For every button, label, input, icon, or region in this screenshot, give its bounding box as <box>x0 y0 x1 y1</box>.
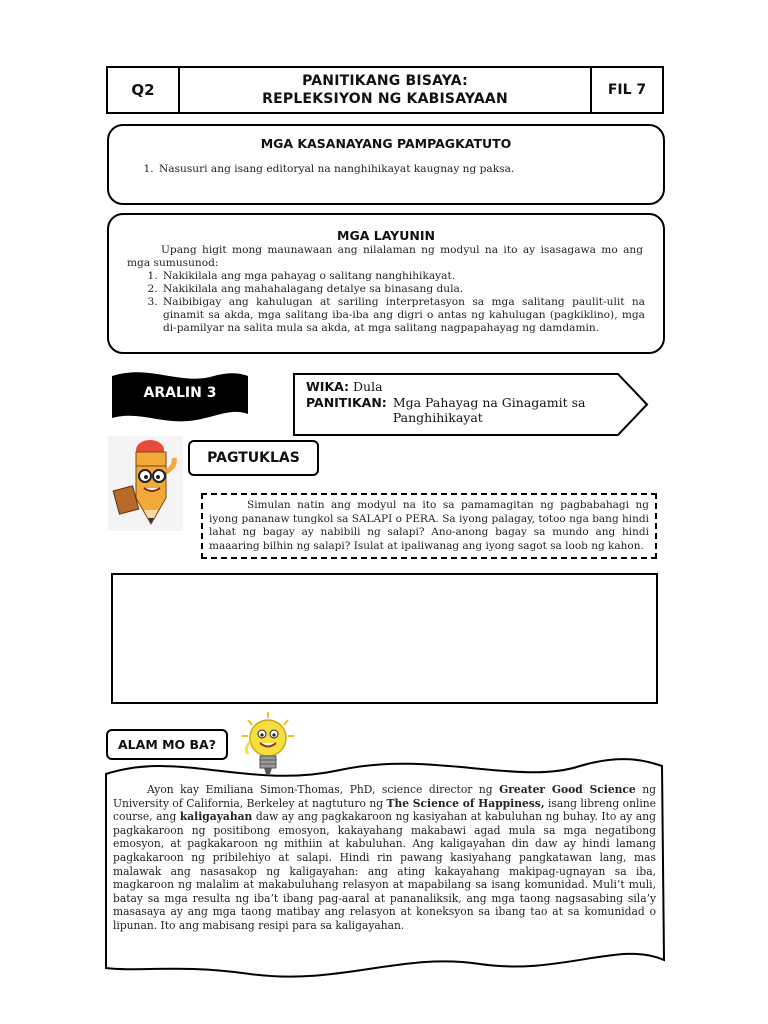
objectives-box <box>107 213 665 354</box>
module-header <box>106 66 664 114</box>
pagtuklas-instructions <box>201 493 657 559</box>
list-item: 1. Nakikilala ang mga pahayag o salitang nanghihikayat. <box>161 270 645 283</box>
panitikan-label: PANITIKAN: <box>306 394 387 410</box>
module-title-line2: REPLEKSIYON NG KABISAYAAN <box>262 91 508 107</box>
pagtuklas-label: PAGTUKLAS <box>188 440 319 476</box>
alam-mo-ba-paragraph <box>113 783 656 933</box>
answer-box[interactable] <box>111 573 658 704</box>
objectives-intro: Upang higit mong maunawaan ang nilalaman ng modyul na ito ay isasagawa mo ang mga sumusunod: <box>127 244 643 269</box>
module-title <box>180 68 590 112</box>
paragraph-text: daw ay ang pagkakaroon ng kasiyahan at kabuluhan ng buhay. Ito ay ang pagkakaroon ng positibong emosyon, kakayahang makabawi agad mula sa mga negatibong emosyon, at pagkakaroon ng mithiin at kabuluhan. Ang kaligayahan din daw ay hindi lamang pagkakaroon ng pribilehiyo at salapi. Hindi rin pawang kasiyahang pangkatawan lang, mas malawak ang nasasakop ng kaligayahan: ang ating kakayahang makipag-ugnayan sa iba, magkaroon ng malalim at makabuluhang relasyon at mapabilang sa isang komunidad. Muli’t muli, batay sa mga resulta ng iba’t ibang pag-aaral at pananaliksik, ang mga taong nagsasabing sila’y masasaya ay ang mga taong matibay ang relasyon at koneksyon sa ibang tao at sa komunidad o lipunan. Ito ang mabisang resipi para sa kaligayahan. <box>113 810 656 932</box>
bold-term: kaligayahan <box>179 810 253 824</box>
list-item: 2. Nakikilala ang mahahalagang detalye sa binasang dula. <box>161 283 645 296</box>
paragraph-text: isang libreng online course, ang <box>113 796 656 824</box>
bold-term: The Science of Happiness, <box>386 796 545 810</box>
paragraph-text: Ayon kay Emiliana Simon-Thomas, PhD, science director ng <box>147 783 500 796</box>
quarter-label: Q2 <box>108 68 180 112</box>
competencies-heading: MGA KASANAYANG PAMPAGKATUTO <box>260 136 512 151</box>
list-item: 3. Naibibigay ang kahulugan at sariling interpretasyon sa mga salitang paulit-ulit na ginamit sa akda, mga salitang iba-iba ang digri o antas ng kahulugan (pagkiklino), mga di-pamilyar na salita mula sa akda, at mga salitang nagpapahayag ng damdamin. <box>161 296 645 335</box>
objectives-list <box>109 270 645 335</box>
paragraph-text: ng University of California, Berkeley at nagtuturo ng <box>113 783 657 810</box>
alam-mo-ba-label: ALAM MO BA? <box>106 729 228 760</box>
panitikan-value-line1: Mga Pahayag na Ginagamit sa <box>392 394 586 410</box>
wika-value: Dula <box>353 379 383 394</box>
subject-label: FIL 7 <box>590 68 662 112</box>
lesson-topics <box>306 379 585 426</box>
pencil-mascot-icon <box>108 436 183 531</box>
pagtuklas-text: Simulan natin ang modyul na ito sa pamamagitan ng pagbabahagi ng iyong pananaw tungkol sa SALAPI o PERA. Sa iyong palagay, totoo nga bang hindi lahat ng bagay ay nabibili ng salapi? Ano-anong bagay sa mundo ang hindi maaaring bilhin ng salapi? Isulat at ipaliwanag ang iyong sagot sa loob ng kahon. <box>209 499 649 552</box>
lesson-label: ARALIN 3 <box>143 385 217 401</box>
objectives-heading: MGA LAYUNIN <box>337 228 435 243</box>
competencies-box <box>107 124 665 205</box>
competencies-list <box>109 163 663 176</box>
list-item: 1. Nasusuri ang isang editoryal na nanghihikayat kaugnay ng paksa. <box>157 163 663 176</box>
panitikan-value-line2: Panghihikayat <box>392 410 483 425</box>
wika-label: WIKA: <box>306 379 350 394</box>
module-title-line1: PANITIKANG BISAYA: <box>302 73 468 89</box>
lightbulb-mascot-icon <box>240 712 296 778</box>
bold-term: Greater Good Science <box>499 783 636 796</box>
panitikan-value <box>393 395 586 426</box>
